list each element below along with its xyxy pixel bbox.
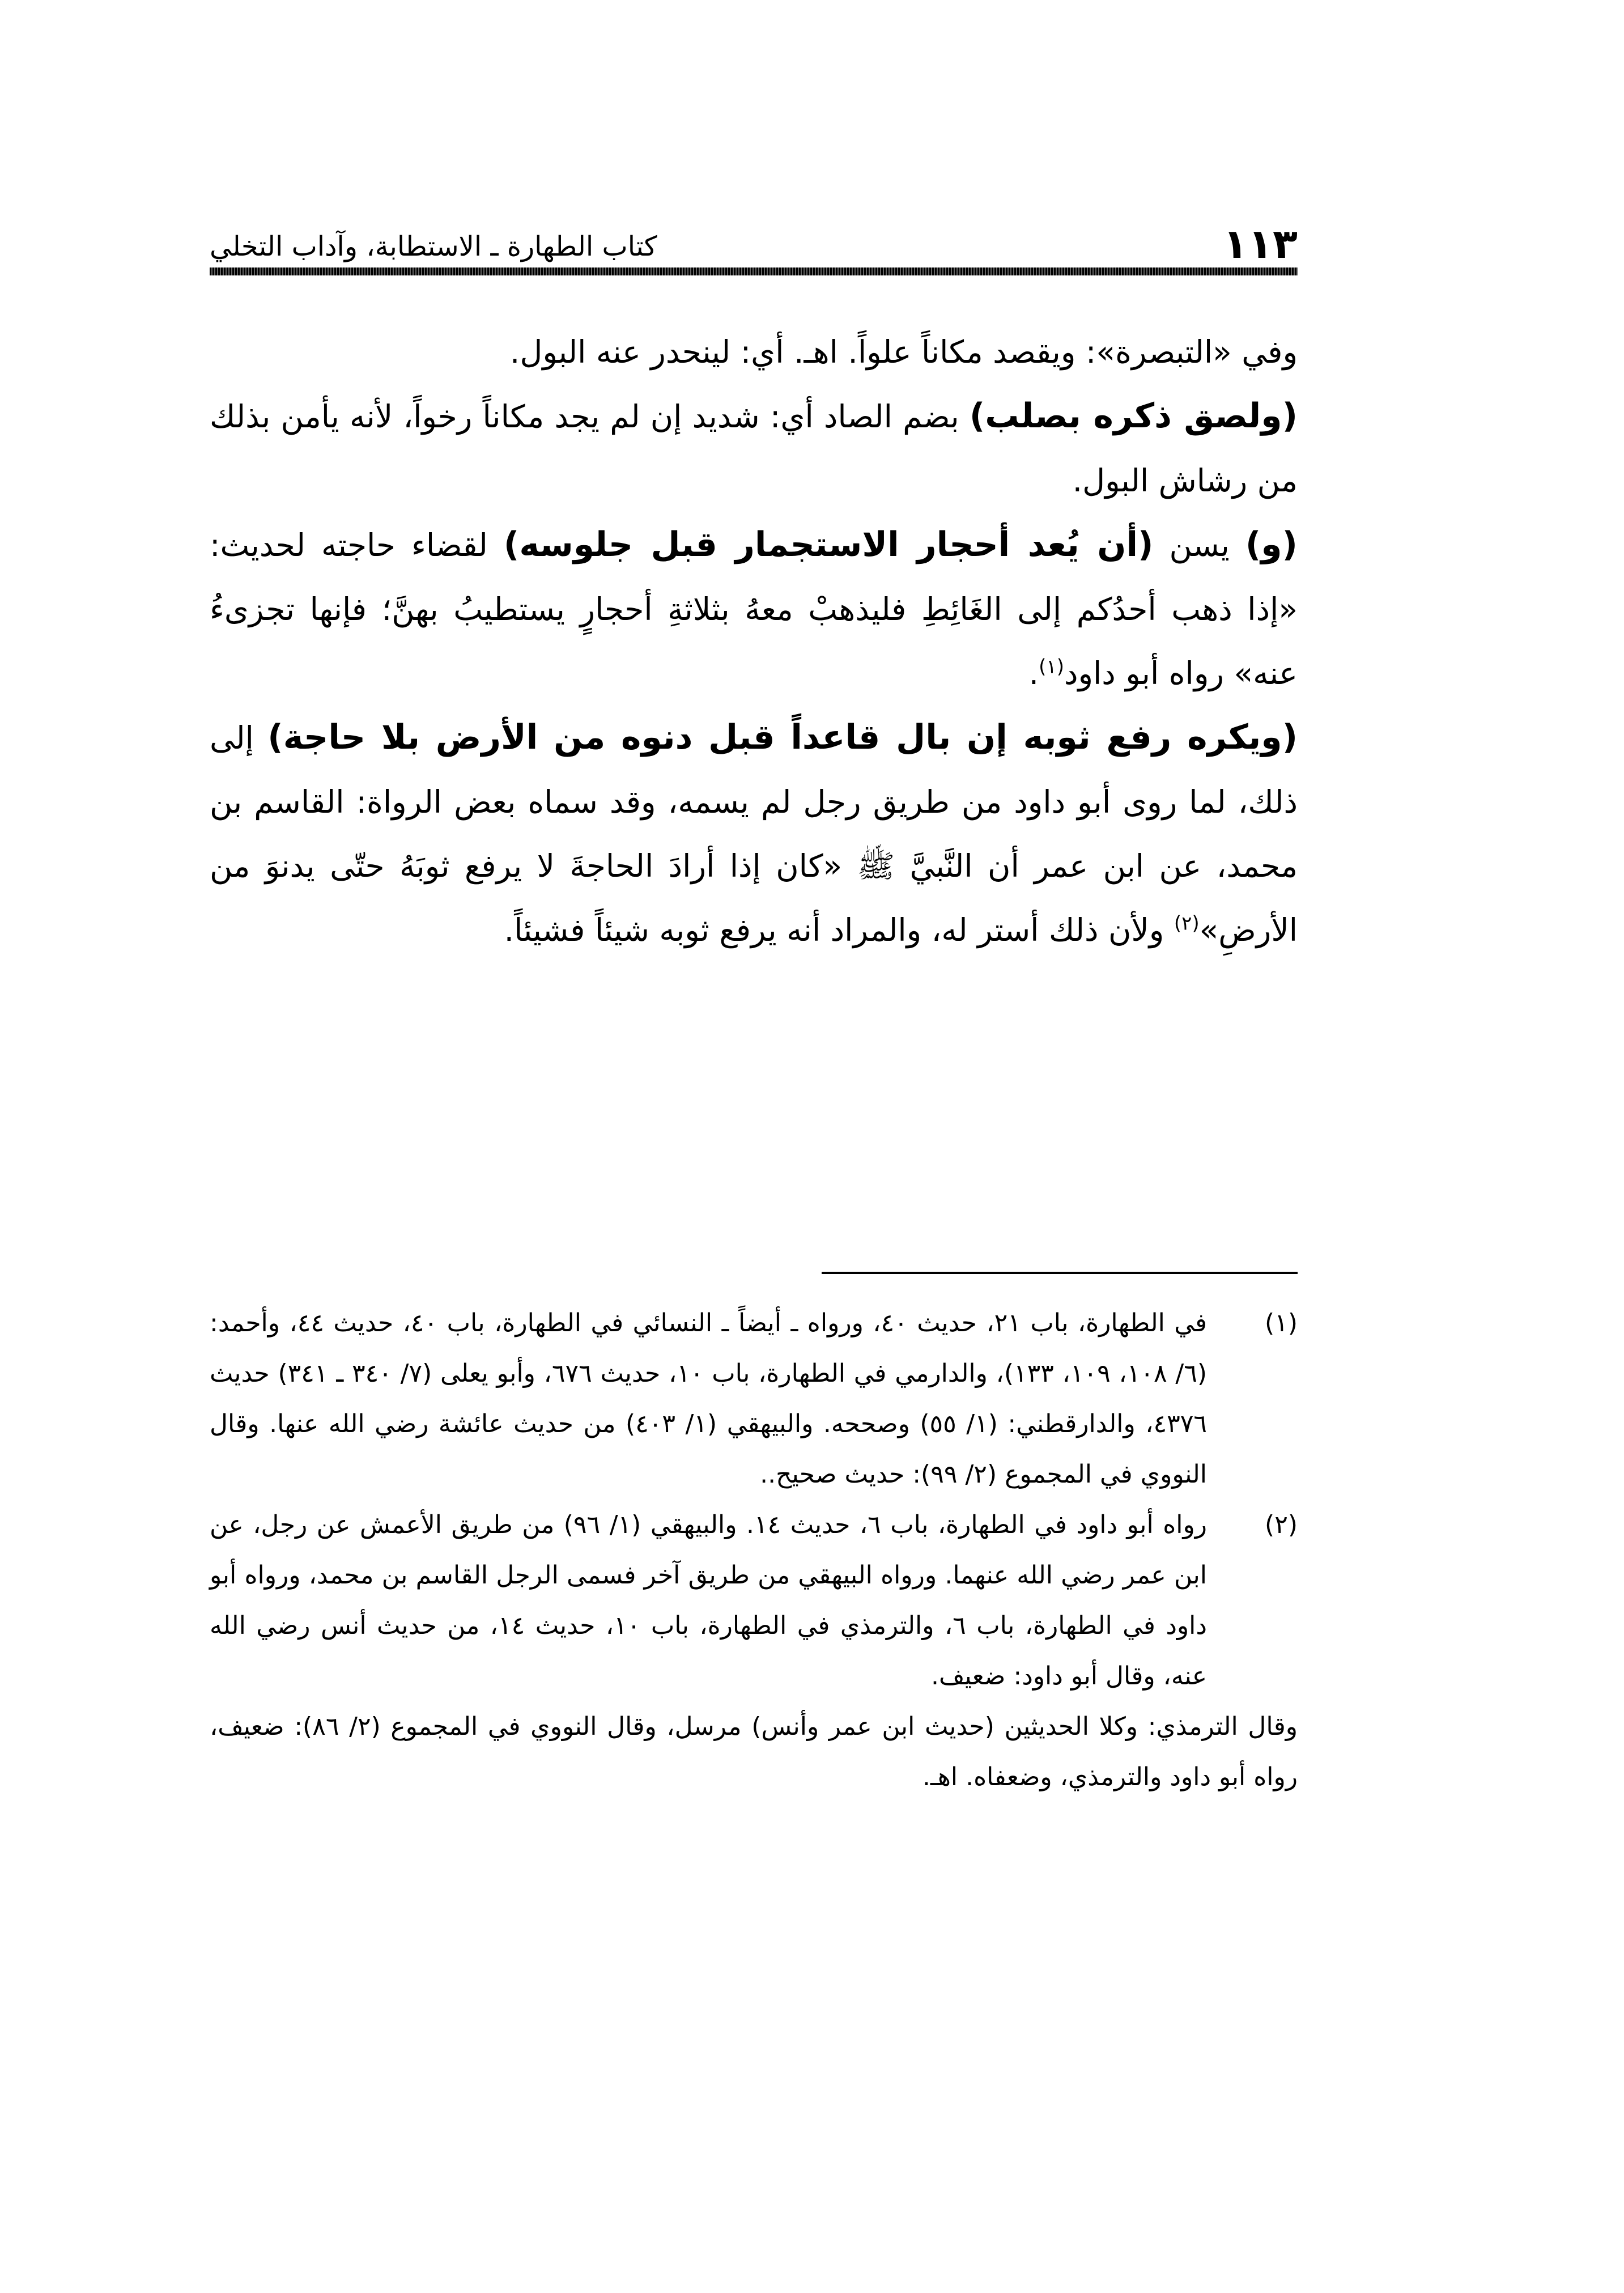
paragraph-3 bbox=[210, 513, 1298, 706]
page-number: ١١٣ bbox=[1223, 220, 1298, 267]
page-header bbox=[210, 220, 1298, 267]
footnote-1-text: في الطهارة، باب ٢١، حديث ٤٠، ورواه ـ أيضاً ـ النسائي في الطهارة، باب ٤٠، حديث ٤٤، وأحمد: (٦/ ١٠٨، ١٠٩، ١٣٣)، والدارمي في الطهارة، باب ١٠، حديث ٦٧٦، وأبو يعلى (٧/ ٣٤٠ ـ ٣٤١) حديث ٤٣٧٦، والدارقطني: (١/ ٥٥) وصححه. والبيهقي (١/ ٤٠٣) من حديث عائشة رضي الله عنها. وقال النووي في المجموع (٢/ ٩٩): حديث صحيح.. bbox=[210, 1309, 1208, 1489]
paragraph-4-text-a: إلى ذلك، لما روى أبو داود من طريق رجل لم يسمه، وقد سماه بعض الرواة: القاسم بن محمد، عن ابن عمر أن النَّبيَّ ﷺ «كان إذا أرادَ الحاجةَ لا يرفع ثوبَهُ حتّى يدنوَ من الأرضِ» bbox=[210, 720, 1298, 948]
paragraph-2 bbox=[210, 384, 1298, 513]
paragraph-3-text-a: يسن bbox=[1153, 527, 1245, 563]
footnote-1-number: (١) bbox=[1265, 1309, 1298, 1337]
footnotes bbox=[210, 1298, 1298, 1802]
paragraph-4-matn: (ويكره رفع ثوبه إن بال قاعداً قبل دنوه من الأرض بلا حاجة) bbox=[267, 717, 1298, 757]
footnote-2-text: رواه أبو داود في الطهارة، باب ٦، حديث ١٤. والبيهقي (١/ ٩٦) من طريق الأعمش عن رجل، عن ابن عمر رضي الله عنهما. ورواه البيهقي من طريق آخر فسمى الرجل القاسم بن محمد، ورواه أبو داود في الطهارة، باب ٦، والترمذي في الطهارة، باب ١٠، حديث ١٤، من حديث أنس رضي الله عنه، وقال أبو داود: ضعيف. bbox=[210, 1510, 1208, 1691]
paragraph-3-matn-b: (أن يُعد أحجار الاستجمار قبل جلوسه) bbox=[503, 525, 1154, 564]
running-title: كتاب الطهارة ـ الاستطابة، وآداب التخلي bbox=[210, 231, 657, 262]
paragraph-4 bbox=[210, 706, 1298, 962]
paragraph-4-text-b: ولأن ذلك أستر له، والمراد أنه يرفع ثوبه شيئاً فشيئاً. bbox=[504, 912, 1174, 948]
paragraph-1 bbox=[210, 320, 1298, 384]
paragraph-1-text: وفي «التبصرة»: ويقصد مكاناً علواً. اهـ. أي: لينحدر عنه البول. bbox=[509, 334, 1298, 370]
main-text bbox=[210, 320, 1298, 962]
paragraph-3-matn-a: (و) bbox=[1245, 525, 1298, 564]
paragraph-3-text-b: لقضاء حاجته لحديث: «إذا ذهب أحدُكم إلى الغَائِطِ فليذهبْ معهُ بثلاثةِ أحجارٍ يستطيبُ بهنَّ؛ فإنها تجزىءُ عنه» رواه أبو داود bbox=[210, 527, 1298, 691]
paragraph-2-matn: (ولصق ذكره بصلب) bbox=[969, 396, 1298, 436]
footnote-separator bbox=[822, 1272, 1298, 1274]
footnote-1 bbox=[210, 1298, 1298, 1500]
footnote-2 bbox=[210, 1500, 1298, 1701]
footnote-2-number: (٢) bbox=[1265, 1510, 1298, 1539]
paragraph-3-end: . bbox=[1028, 655, 1039, 691]
paragraph-2-text: بضم الصاد أي: شديد إن لم يجد مكاناً رخواً، لأنه يأمن بذلك من رشاش البول. bbox=[210, 398, 1298, 499]
footnote-2-continuation: وقال الترمذي: وكلا الحديثين (حديث ابن عمر وأنس) مرسل، وقال النووي في المجموع (٢/ ٨٦): ضعيف، رواه أبو داود والترمذي، وضعفاه. اهـ. bbox=[210, 1712, 1298, 1791]
header-rule bbox=[210, 267, 1298, 275]
footnote-ref-2[interactable]: (٢) bbox=[1174, 912, 1200, 935]
footnote-ref-1[interactable]: (١) bbox=[1039, 655, 1064, 678]
